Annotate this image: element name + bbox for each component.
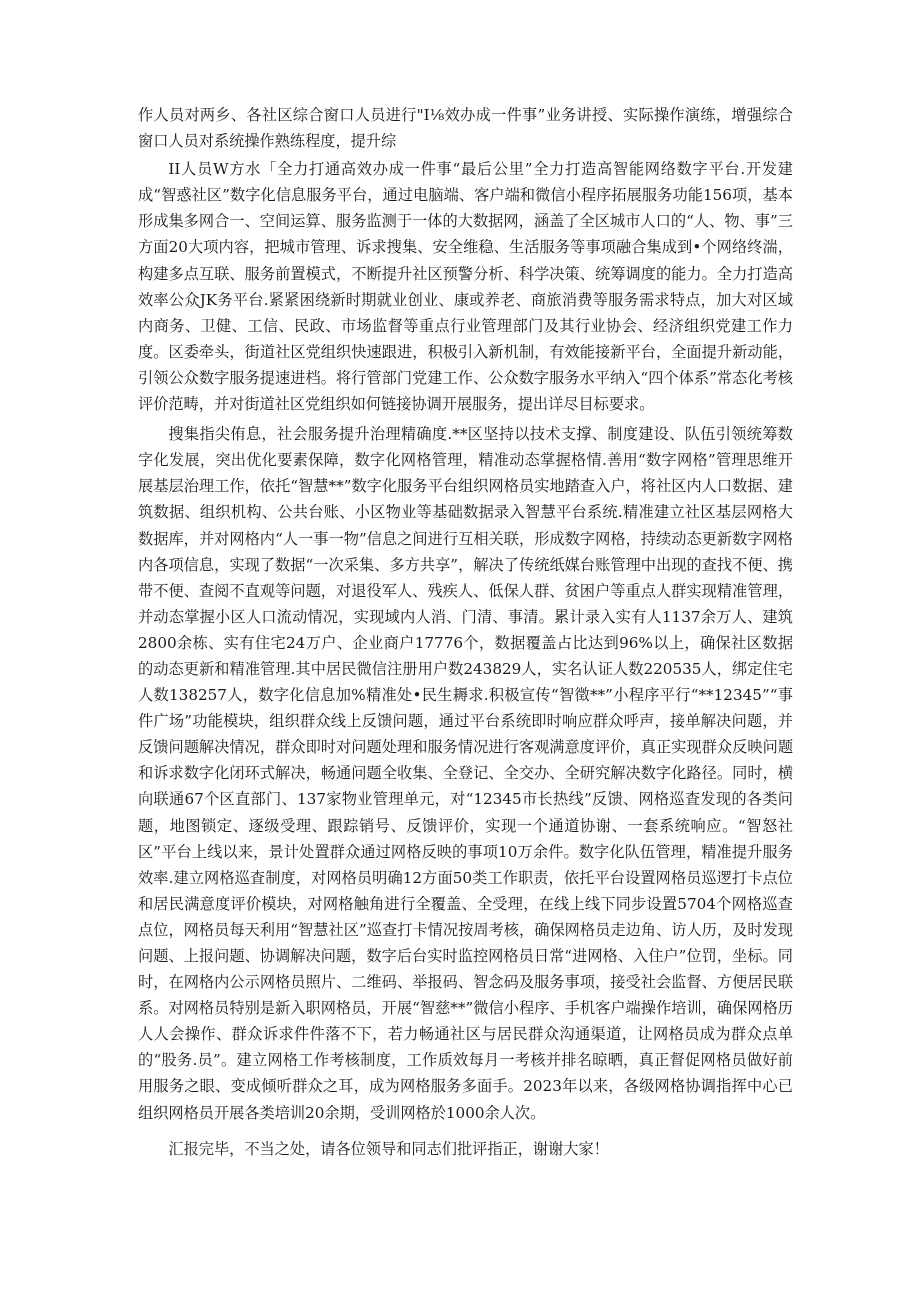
paragraph-closing-remarks: 汇报完毕，不当之处，请各位领导和同志们批评指正，谢谢大家！ xyxy=(168,1139,609,1158)
paragraph-digital-platform: II人员W方水「全力打通高效办成一件事“最后公里”全力打造高智能网络数字平台.开发建成“智惑社区”数字化信息服务平台，通过电脑端、客户端和微信小程序拓展服务功能156项，基本形成集多网合一、空间运算、服务监测于一体的大数据网，涵盖了全区城市人口的“人、物、事”三方面20大项内容，把城市管理、诉求搜集、安全维稳、生活服务等事项融合集成到•个网络终湍，构建多点互联、服务前置模式，不断提升社区预警分析、科学决策、统筹调度的能力。全力打造高效率公众JK务平台.紧紧困绕新时期就业创业、康或养老、商旅消费等服务需求特点，加大对区域内商务、卫健、工信、民政、市场监督等重点行业管理部门及其行业协会、经济组织党建工作力度。区委牵头，街道社区党组织快速跟进，积极引入新机制，有效能接新平台，全面提升新动能，引领公众数字服务提速进档。将行管部门党建工作、公众数字服务水平纳入“四个体系”常态化考核评价范畴，并对街道社区党组织如何链接协调开展服务，提出详尽目标要求。 xyxy=(138,160,793,414)
paragraph-grid-management: 搜集指尖侑息，社会服务提升治理精确度.**区坚持以技术支撑、制度建设、队伍引领统筹数字化发展，突出优化要素保障，数字化网格管理，精准动态掌握格情.善用“数字网格”管理思维开展基层治理工作，依托“智慧**”数字化服务平台组织网格员实地踏查入户，将社区内人口数据、建筑数据、组织机构、公共台账、小区物业等基础数据录入智慧平台系统.精准建立社区基层网格大数据库，并对网格内“人一事一物”信息之间进行互相关联，形成数字网格，持续动态更新数字网格内各项信息，实现了数据“一次采集、多方共享”，解决了传统纸媒台账管理中出现的查找不便、携带不便、查阅不直观等问题，对退役军人、残疾人、低保人群、贫困户等重点人群实现精准管理，并动态掌握小区人口流动情况，实现域内人消、门清、事清。累计录入实有人1137余万人、建筑2800余栋、实有住宅24万户、企业商户17776个，数据覆盖占比达到96%以上，确保社区数据的动态更新和精准管理.其中居民微信注册用户数243829人，实名认证人数220535人，绑定住宅人数138257人，数字化信息加%精准处•民生耨求.积极宣传“智徵**”小程序平行“**12345”“事件广场”功能模块，组织群众线上反馈问题，通过平台系统即时响应群众呼声，接单解决问题，并反馈问题解决情况，群众即时对问题处理和服务情况进行客观满意度评价，真正实现群众反映问题和诉求数字化闭环式解决，畅通问题全收集、全登记、全交办、全研究解决数字化路径。同时，横向联通67个区直部门、137家物业管理单元，对“12345市长热线”反馈、网格巡査发现的各类问题，地图锁定、逐级受理、跟踪销号、反馈评价，实现一个通道协谢、一套系统响应。“智怒社区”平台上线以来，景计处置群众通过网格反映的事项10万余件。数字化队伍管理，精准提升服务效率.建立网格巡査制度，对网格员明确12方面50类工作职责，依托平台设置网格员巡逻打卡点位和居民满意度评价模块，对网格触角进行全覆盖、全受理，在线上线下同步设置5704个网格巡查点位，网格员每天利用“智慧社区”巡查打卡情况按周考核，确保网格员走边角、访人历，及时发现问题、上报问题、协调解决问题，数字后台实时监控网格员日常“进网格、入住户”位罚，坐标。同时，在网格内公示网格员照片、二维码、举报码、智念码及服务事项，接受社会监督、方便居民联系。对网格员特别是新入职网格员，开展“智慈**”微信小程序、手机客户端操作培训，确保网格历人人会操作、群众诉求件件落不下，若力畅通社区与居民群众沟通渠道，让网格员成为群众点单的“股务.员”。建立网格工作考核制度，工作质效每月一考核并排名晾晒，真正督促网格员做好前用服务之眼、变成倾听群众之耳，成为网格服务多面手。2023年以来，各级网格协调指挥中心已组织网格员开展各类培训20余期，受训网格於1000余人次。 xyxy=(138,425,793,1122)
document-body xyxy=(138,102,793,1162)
paragraph-training-intro: 作人员对两乡、各社区综合窗口人员进行"I⅛效办成一件事”业务讲授、实际操作演练，增强综合窗口人员对系统操作熟练程度，提升综 xyxy=(138,106,793,151)
